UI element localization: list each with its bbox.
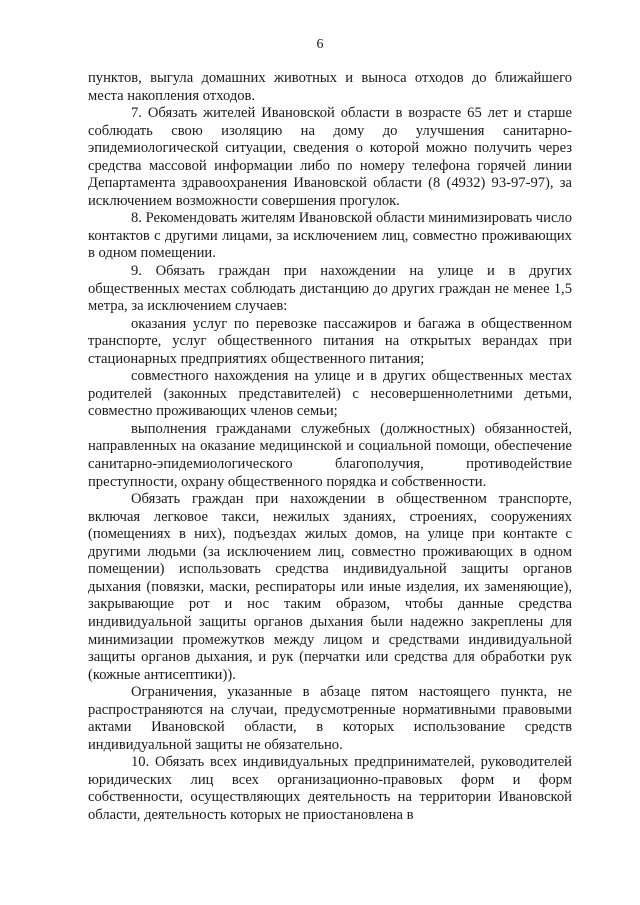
paragraph-exception-family: совместного нахождения на улице и в других общественных местах родителей (законных представителей) с несовершеннолетними детьми, совместно проживающих членов семьи; [88,368,572,420]
page-number: 6 [316,37,324,52]
paragraph-masks: Обязать граждан при нахождении в общественном транспорте, включая легковое такси, нежилых зданиях, строениях, сооружениях (помещениях в них), подъездах жилых домов, на улице при контакте с другими людьми (за исключением лиц, совместно проживающих в одном помещении) использовать средства индивидуальной защиты органов дыхания (повязки, маски, респираторы или иные изделия, их заменяющие), закрывающие рот и нос таким образом, чтобы данные средства индивидуальной защиты органов дыхания были надежно закреплены для минимизации промежутков между лицом и средствами индивидуальной защиты органов дыхания, и рук (перчатки или средства для обработки рук (кожные антисептики)). [88,491,572,683]
paragraph-exception-transport: оказания услуг по перевозке пассажиров и багажа в общественном транспорте, услуг общественного питания на открытых верандах при стационарных предприятиях общественного питания; [88,315,572,367]
paragraph-item-7: 7. Обязать жителей Ивановской области в возрасте 65 лет и старше соблюдать свою изоляцию на дому до улучшения санитарно-эпидемиологической ситуации, сведения о которой можно получить через средства массовой информации либо по номеру телефона горячей линии Департамента здравоохранения Ивановской области (8 (4932) 93-97-97), за исключением возможности совершения прогулок. [88,105,572,209]
paragraph-item-9: 9. Обязать граждан при нахождении на улице и в других общественных местах соблюдать дистанцию до других граждан не менее 1,5 метра, за исключением случаев: [88,263,572,315]
paragraph-item-8: 8. Рекомендовать жителям Ивановской области минимизировать число контактов с другими лицами, за исключением лиц, совместно проживающих в одном помещении. [88,210,572,262]
paragraph-item-10: 10. Обязать всех индивидуальных предпринимателей, руководителей юридических лиц всех организационно-правовых форм и форм собственности, осуществляющих деятельность на территории Ивановской области, деятельность которых не приостановлена в [88,754,572,823]
document-body [88,70,572,825]
paragraph-exception-duties: выполнения гражданами служебных (должностных) обязанностей, направленных на оказание медицинской и социальной помощи, обеспечение санитарно-эпидемиологического благополучия, противодействие преступности, охрану общественного порядка и собственности. [88,420,572,490]
paragraph-restrictions: Ограничения, указанные в абзаце пятом настоящего пункта, не распространяются на случаи, предусмотренные нормативными правовыми актами Ивановской области, в которых использование средств индивидуальной защиты не обязательно. [88,684,572,753]
paragraph-continuation: пунктов, выгула домашних животных и выноса отходов до ближайшего места накопления отходов. [88,70,572,104]
